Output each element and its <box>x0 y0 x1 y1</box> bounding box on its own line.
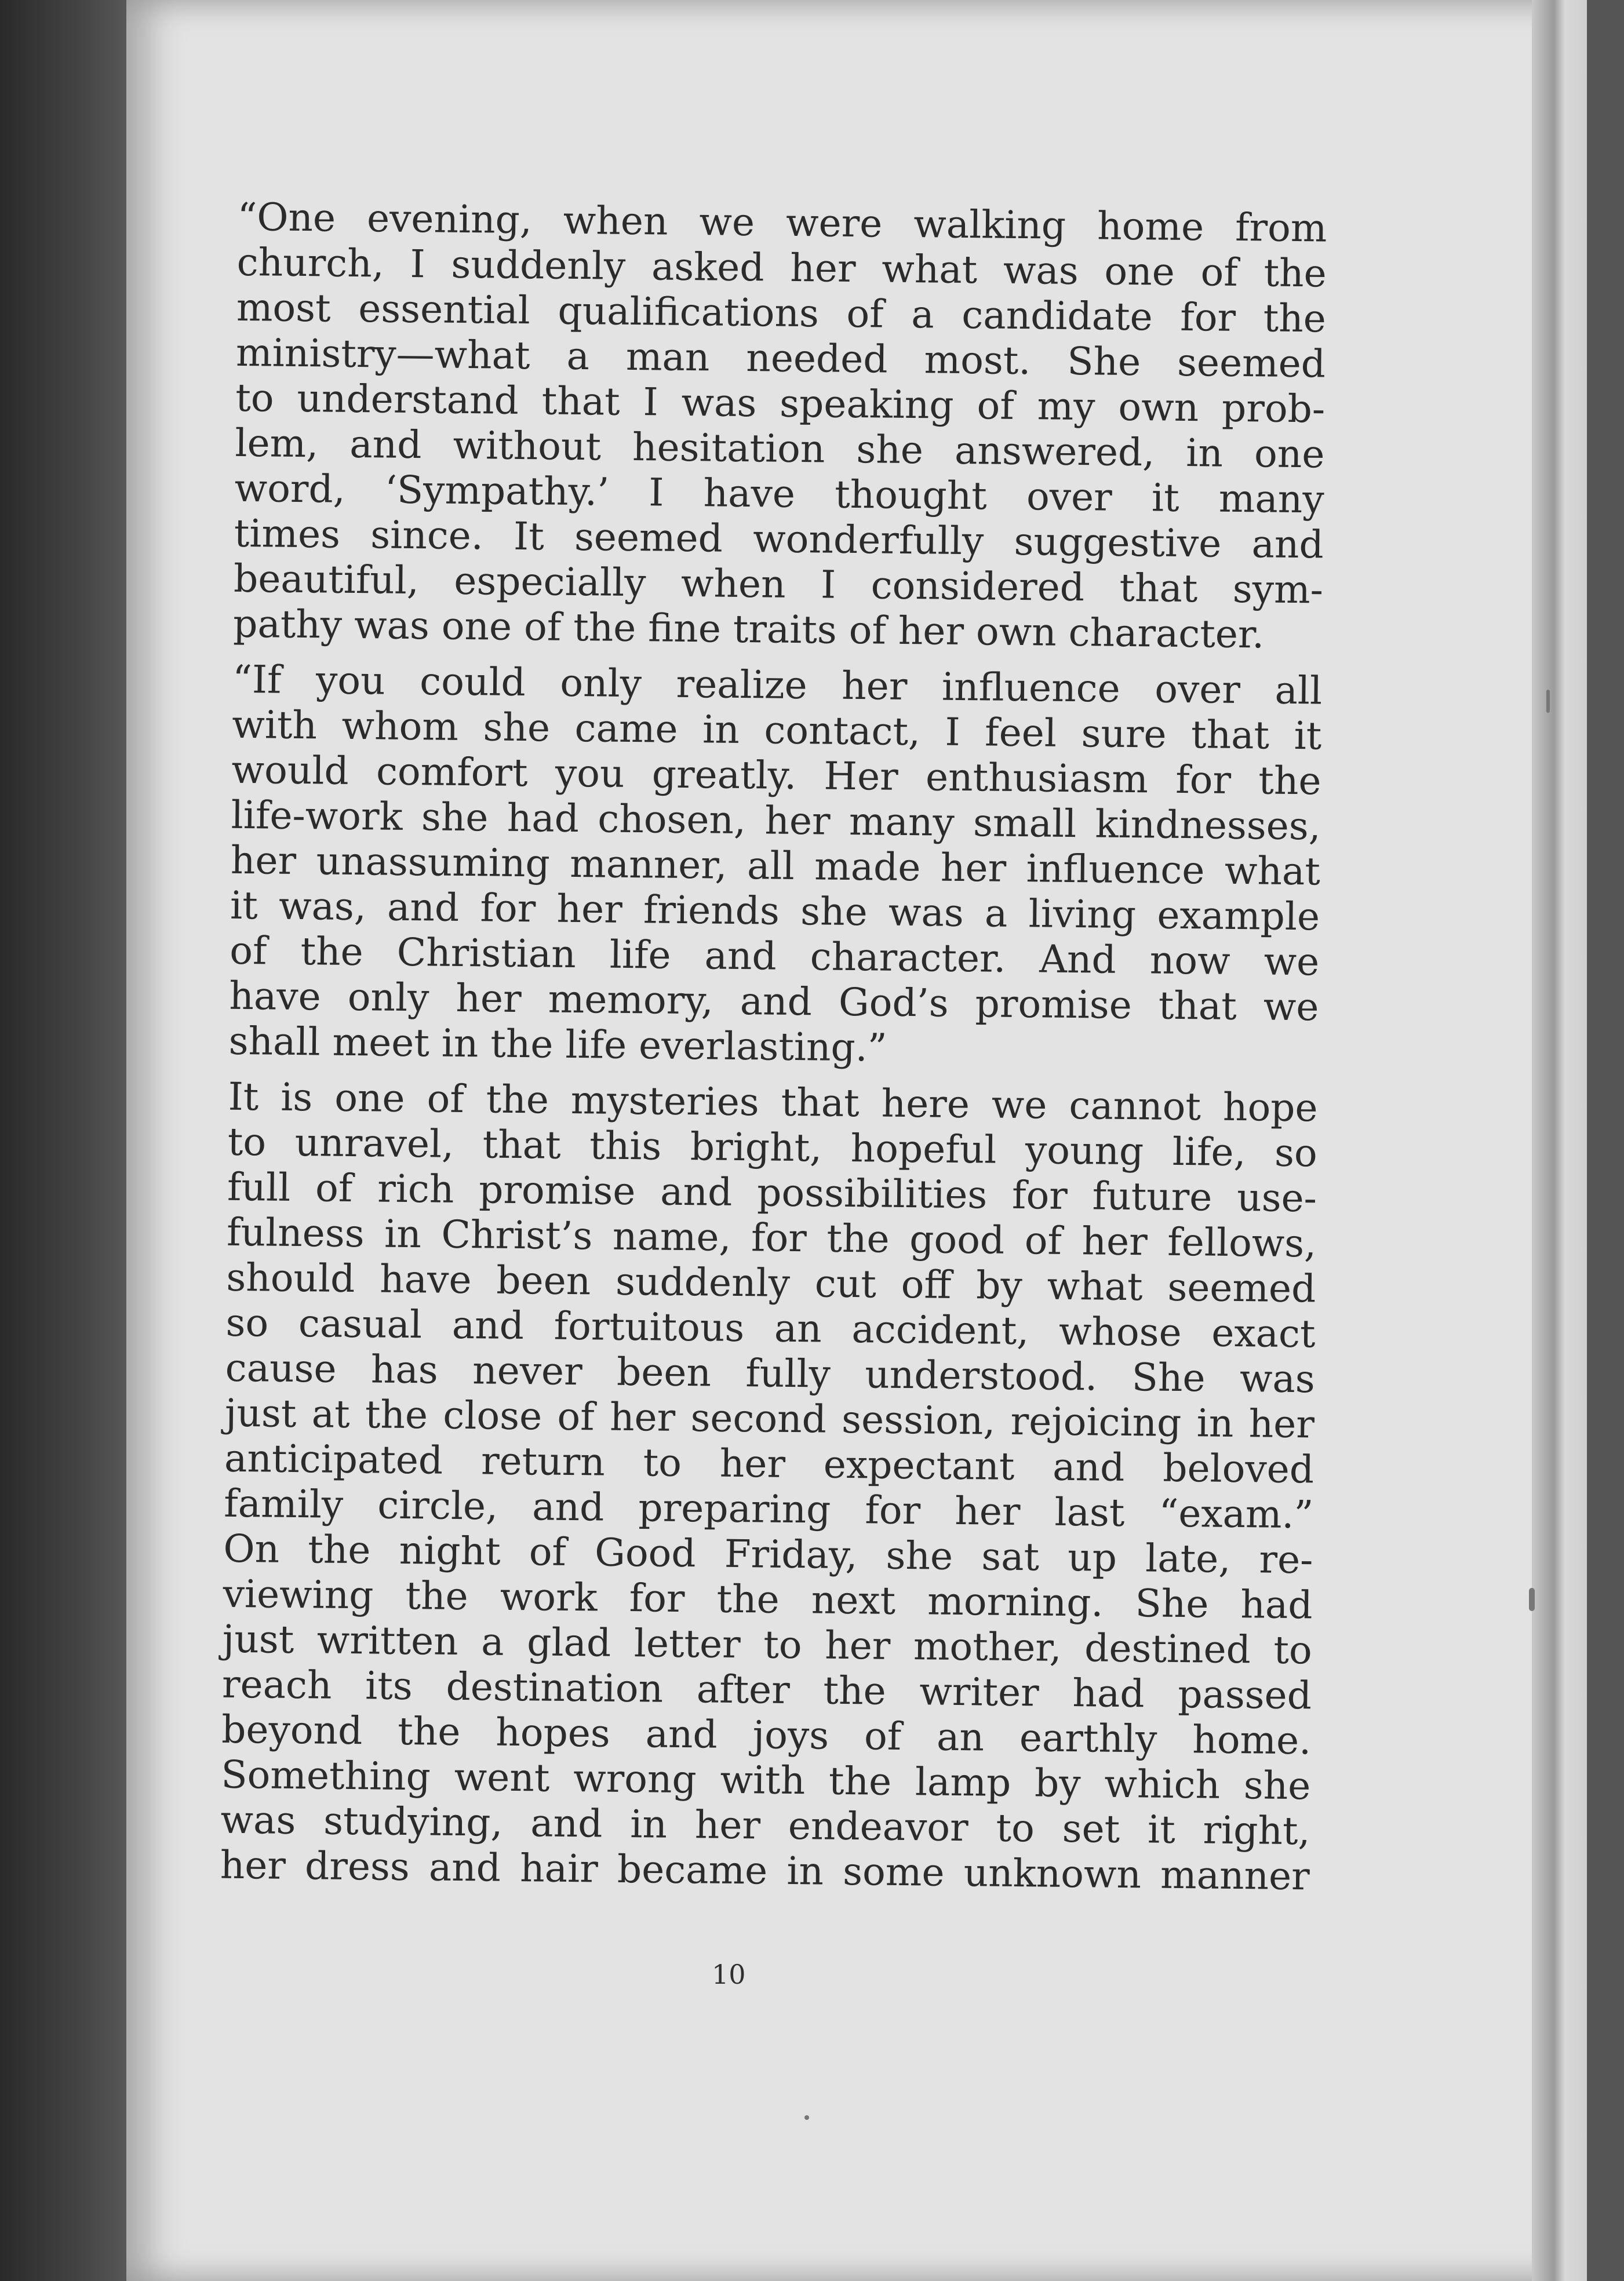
text-line: church, I suddenly asked her what was one of the <box>236 239 1327 296</box>
text-line: beyond the hopes and joys of an earthly home. <box>221 1707 1312 1763</box>
text-line: have only her memory, and God’s promise that we <box>229 973 1319 1030</box>
paragraph-3 <box>173 1074 1318 1899</box>
body-text <box>173 194 1327 1910</box>
page-gutter <box>1532 0 1587 2281</box>
text-line: shall meet in the life everlasting.” <box>228 1018 887 1070</box>
text-line: ministry—what a man needed most. She seemed <box>235 330 1326 387</box>
text-line: to understand that I was speaking of my own prob- <box>235 375 1326 432</box>
paragraph-2 <box>182 657 1322 1075</box>
text-line: fulness in Christ’s name, for the good of her fellows, <box>226 1209 1317 1266</box>
text-line: of the Christian life and character. And now we <box>229 928 1320 985</box>
text-line: life-work she had chosen, her many small kindnesses, <box>231 792 1321 849</box>
paragraph-1 <box>187 194 1327 658</box>
text-line: viewing the work for the next morning. She had <box>223 1571 1313 1628</box>
text-line: to unravel, that this bright, hopeful young life, so <box>227 1119 1318 1176</box>
text-line: On the night of Good Friday, she sat up late, re- <box>223 1526 1313 1583</box>
text-line: full of rich promise and possibilities for future use- <box>227 1164 1317 1221</box>
text-line: would comfort you greatly. Her enthusiasm for the <box>231 747 1321 804</box>
text-line: should have been suddenly cut off by what seemed <box>226 1255 1316 1311</box>
text-line: lem, and without hesitation she answered, in one <box>235 420 1325 477</box>
text-line: was studying, and in her endeavor to set it right, <box>220 1797 1310 1854</box>
text-line: her unassuming manner, all made her influence what <box>230 837 1321 894</box>
text-line: times since. It seemed wonderfully suggestive and <box>234 511 1324 567</box>
text-line: “If you could only realize her influence over all <box>232 657 1323 713</box>
text-line: just written a glad letter to her mother, destined to <box>222 1616 1313 1673</box>
scan-speck <box>804 2115 809 2120</box>
text-line: anticipated return to her expectant and beloved <box>224 1435 1315 1492</box>
text-line: pathy was one of the fine traits of her own character. <box>232 601 1265 657</box>
text-line: most essential qualifications of a candidate for the <box>236 285 1327 341</box>
scan-background-left <box>0 0 133 2281</box>
text-line: reach its destination after the writer had passed <box>221 1661 1312 1718</box>
text-line: it was, and for her friends she was a living example <box>230 883 1320 939</box>
scan-mark <box>1546 690 1550 713</box>
text-line: cause has never been fully understood. She was <box>225 1345 1316 1402</box>
text-line: with whom she came in contact, I feel sure that it <box>232 702 1322 759</box>
text-line: just at the close of her second session, rejoicing in her <box>224 1390 1315 1447</box>
text-line: so casual and fortuitous an accident, whose exact <box>225 1300 1316 1357</box>
scan-background-right <box>1587 0 1624 2281</box>
text-line: her dress and hair became in some unknown manner <box>220 1842 1310 1899</box>
scan-mark <box>1529 1588 1535 1611</box>
text-line: Something went wrong with the lamp by which she <box>221 1752 1311 1809</box>
text-line: It is one of the mysteries that here we cannot hope <box>228 1074 1318 1131</box>
page-number: 10 <box>712 1959 746 1990</box>
text-line: “One evening, when we were walking home from <box>237 194 1327 251</box>
text-line: family circle, and preparing for her last “exam.” <box>223 1481 1314 1537</box>
text-line: beautiful, especially when I considered that sym- <box>233 556 1324 613</box>
text-line: word, ‘Sympathy.’ I have thought over it many <box>234 465 1324 522</box>
